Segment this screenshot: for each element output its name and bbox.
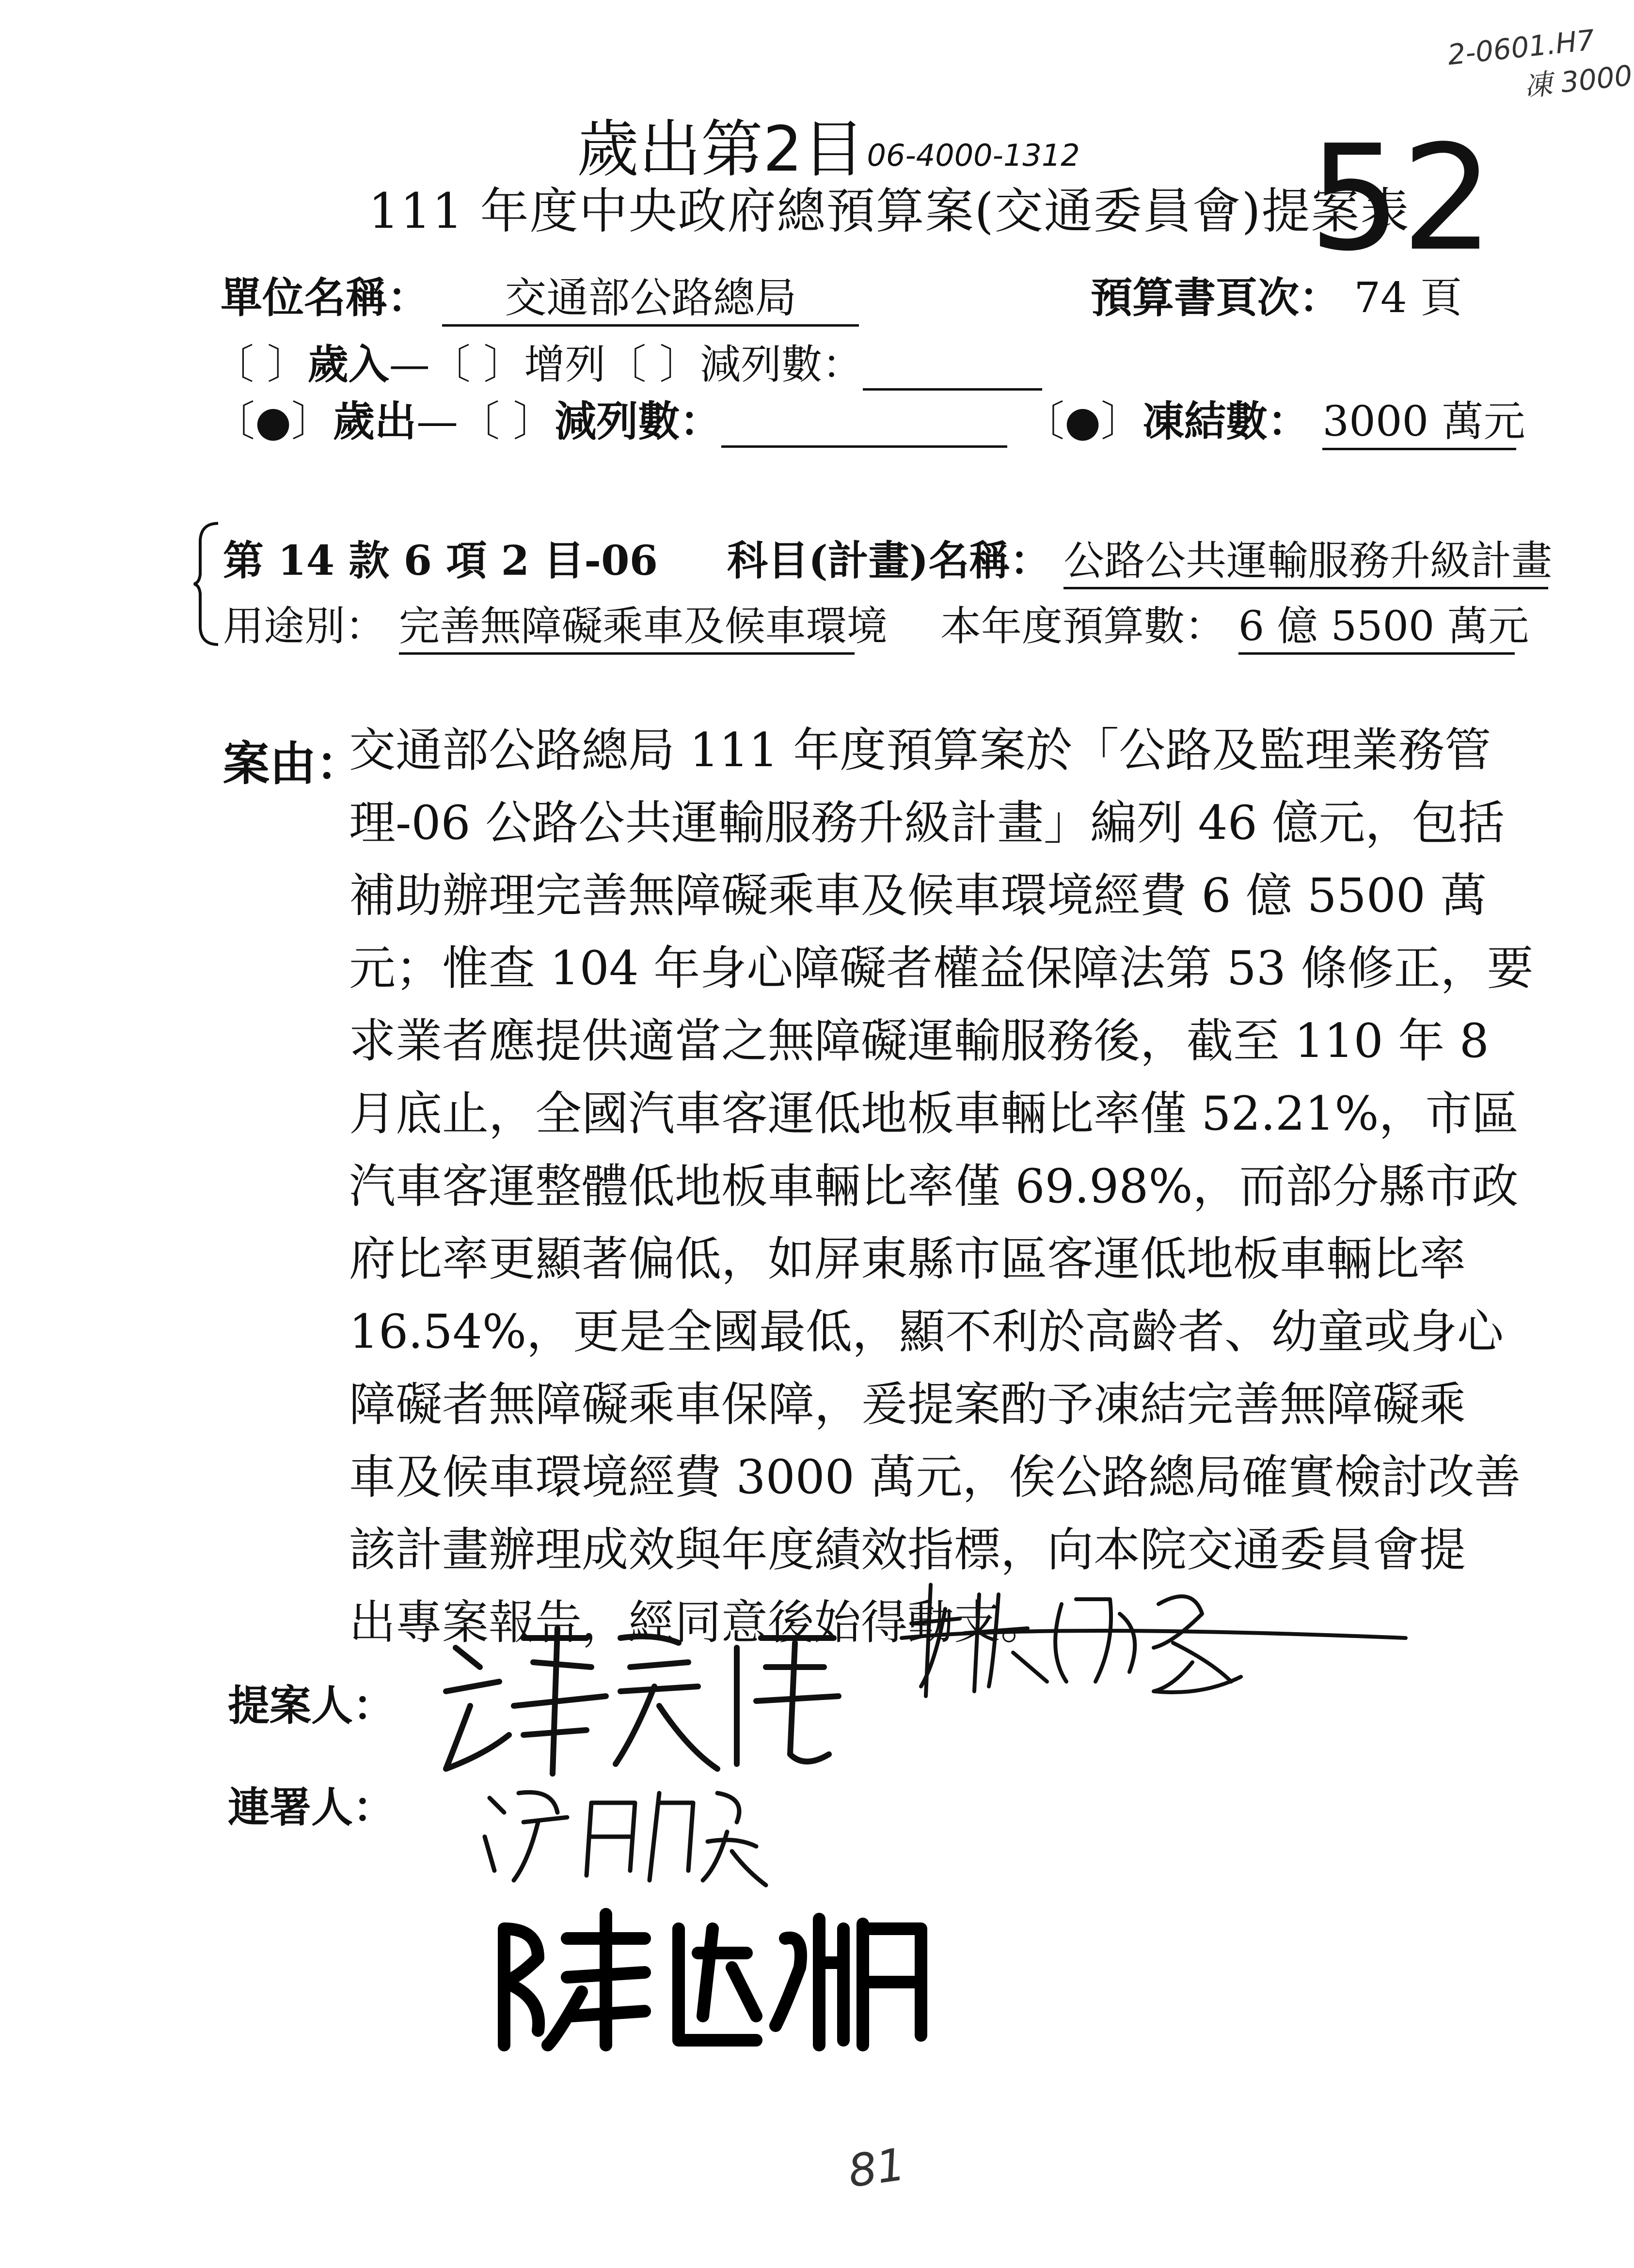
proposer-label: 提案人： — [228, 1681, 395, 1730]
item-code: 第 14 款 6 項 2 目-06 — [223, 536, 658, 584]
unit-value: 交通部公路總局 — [442, 264, 859, 327]
signature-4 — [485, 1900, 960, 2060]
use-row — [223, 594, 888, 655]
freeze-label: 凍結數： — [1142, 397, 1310, 446]
case-line: 理-06 公路公共運輸服務升級計畫」編列 46 億元，包括 — [349, 796, 1505, 850]
subject-value: 公路公共運輸服務升級計畫 — [1063, 528, 1548, 589]
signature-2 — [902, 1565, 1415, 1711]
corner-note-line2: 凍 3000 — [1522, 59, 1634, 103]
unit-row — [221, 264, 859, 327]
use-value: 完善無障礙乘車及候車環境 — [399, 594, 855, 655]
budget-page-label: 預算書頁次： — [1091, 273, 1341, 322]
corner-note — [1446, 20, 1634, 112]
budget-tag-label: 歲出第2目 — [577, 113, 865, 186]
revenue-reduce-blank — [863, 346, 1042, 391]
case-line: 月底止，全國汽車客運低地板車輛比率僅 52.21%，市區 — [349, 1087, 1519, 1141]
freeze-bracket: 〔●〕 — [1023, 397, 1143, 446]
page-title: 111 年度中央政府總預算案(交通委員會)提案表 — [368, 183, 1410, 239]
case-line: 交通部公路總局 111 年度預算案於「公路及監理業務管 — [349, 723, 1491, 777]
revenue-label: 歲入 — [307, 340, 389, 388]
expense-reduce-label: 減列數： — [555, 397, 722, 446]
expense-bracket: 〔●〕 — [213, 397, 333, 446]
annual-budget-label: 本年度預算數： — [940, 602, 1226, 650]
revenue-reduce: 〔 〕減列數： — [605, 341, 863, 388]
case-line: 汽車客運整體低地板車輛比率僅 69.98%，而部分縣市政 — [349, 1159, 1519, 1213]
signature-3 — [475, 1774, 776, 1895]
revenue-add: 〔 〕增列 — [429, 341, 606, 388]
item-brace — [191, 521, 221, 647]
subject-label: 科目(計畫)名稱： — [727, 536, 1051, 584]
case-line: 元；惟查 104 年身心障礙者權益保障法第 53 條修正，要 — [349, 941, 1534, 995]
revenue-row — [213, 332, 1042, 391]
page-number: 81 — [845, 2138, 908, 2198]
case-line: 該計畫辦理成效與年度績效指標，向本院交通委員會提 — [349, 1523, 1466, 1577]
budget-tag-code: 06-4000-1312 — [867, 138, 1080, 173]
expense-label: 歲出 — [333, 397, 417, 446]
signature-1 — [427, 1609, 863, 1793]
proposal-number: 52 — [1309, 114, 1494, 283]
expense-row — [213, 388, 1007, 448]
case-label: 案由： — [223, 736, 363, 791]
revenue-bracket: 〔 〕 — [213, 341, 308, 388]
case-line: 障礙者無障礙乘車保障，爰提案酌予凍結完善無障礙乘 — [349, 1377, 1466, 1432]
case-line: 求業者應提供適當之無障礙運輸服務後，截至 110 年 8 — [349, 1014, 1489, 1068]
use-label: 用途別： — [223, 602, 386, 650]
case-line: 16.54%，更是全國最低，顯不利於高齡者、幼童或身心 — [349, 1305, 1504, 1359]
expense-reduce-bracket: 〔 〕 — [458, 397, 555, 446]
case-line: 車及候車環境經費 3000 萬元，俟公路總局確實檢討改善 — [349, 1450, 1521, 1504]
subject-row — [727, 528, 1553, 589]
freeze-row — [1023, 388, 1525, 450]
unit-label: 單位名稱： — [221, 273, 429, 322]
budget-page-row — [1091, 264, 1462, 324]
budget-page-value: 74 頁 — [1354, 274, 1462, 322]
case-line: 補助辦理完善無障礙乘車及候車環境經費 6 億 5500 萬 — [349, 868, 1487, 923]
case-line: 府比率更顯著偏低，如屏東縣市區客運低地板車輛比率 — [349, 1232, 1466, 1286]
freeze-value: 3000 萬元 — [1322, 388, 1516, 450]
case-line: 出專案報告，經同意後始得動支。 — [349, 1595, 1047, 1650]
expense-reduce-blank — [721, 403, 1007, 448]
cosigner-label: 連署人： — [228, 1783, 395, 1832]
annual-budget-row — [940, 594, 1529, 655]
corner-note-line1: 2-0601.H7 — [1446, 23, 1596, 72]
revenue-dash: — — [389, 341, 430, 388]
annual-budget-value: 6 億 5500 萬元 — [1238, 594, 1515, 655]
expense-dash: — — [416, 397, 459, 446]
